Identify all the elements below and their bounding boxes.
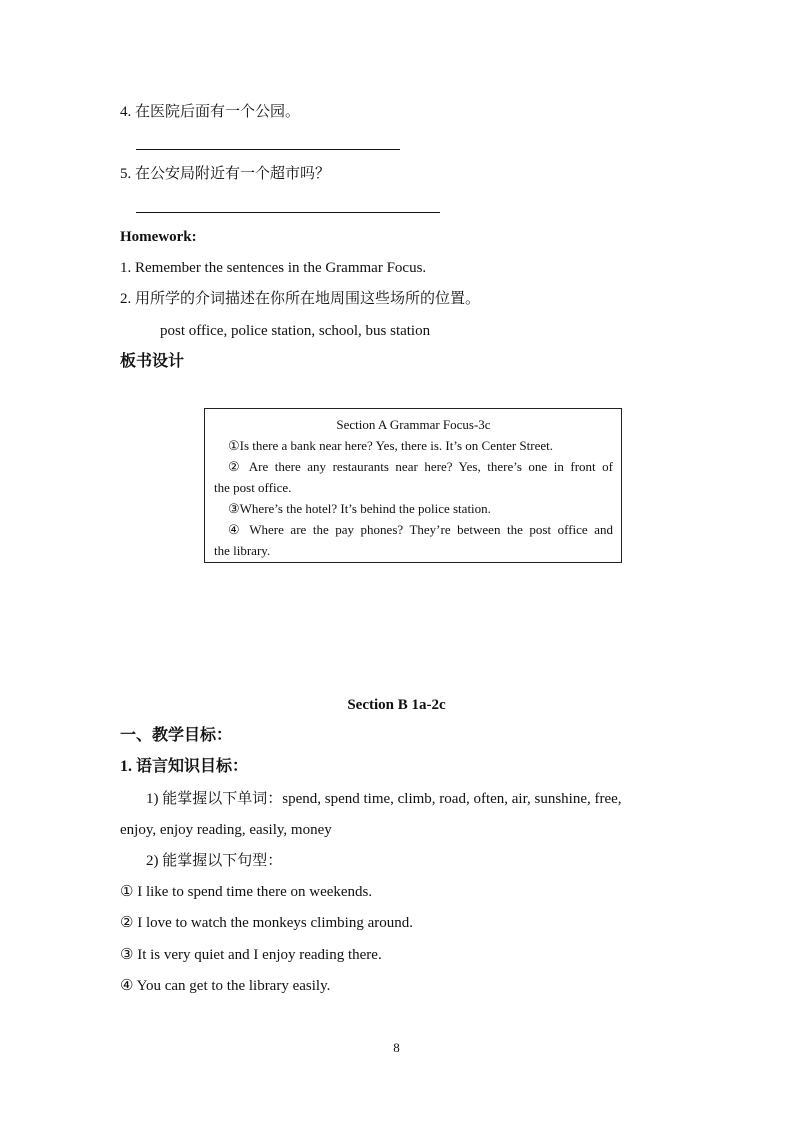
homework-item-2: 2. 用所学的介词描述在你所在地周围这些场所的位置。 — [120, 291, 481, 307]
vocab-line-1: 1) 能掌握以下单词：spend, spend time, climb, road, often, air, sunshine, free, — [146, 791, 622, 807]
pattern-2: ② I love to watch the monkeys climbing around. — [120, 915, 413, 931]
board-line-4a: ④ Where are the pay phones? They’re between the post office and — [228, 522, 613, 537]
section-b-title: Section B 1a-2c — [347, 697, 446, 713]
board-line-2a: ② Are there any restaurants near here? Yes, there’s one in front of — [228, 459, 613, 474]
board-line-2b: the post office. — [214, 480, 292, 495]
answer-blank-5[interactable] — [136, 212, 440, 213]
teaching-goals-heading: 一、教学目标： — [120, 727, 233, 744]
language-goals-heading: 1. 语言知识目标： — [120, 758, 249, 775]
exercise-5: 5. 在公安局附近有一个超市吗？ — [120, 166, 331, 182]
board-design-heading: 板书设计 — [120, 353, 185, 370]
board-line-4b: the library. — [214, 543, 271, 558]
board-title: Section A Grammar Focus-3c — [336, 417, 491, 432]
board-line-3: ③Where’s the hotel? It’s behind the police station. — [228, 501, 491, 516]
pattern-4: ④ You can get to the library easily. — [120, 978, 331, 994]
sentence-patterns-heading: 2) 能掌握以下句型： — [146, 853, 283, 869]
board-design-box — [204, 408, 622, 563]
homework-places: post office, police station, school, bus station — [160, 323, 431, 339]
exercise-4: 4. 在医院后面有一个公园。 — [120, 104, 301, 120]
pattern-3: ③ It is very quiet and I enjoy reading there. — [120, 947, 382, 963]
pattern-1: ① I like to spend time there on weekends. — [120, 884, 373, 900]
vocab-line-2: enjoy, enjoy reading, easily, money — [120, 822, 332, 838]
homework-item-1: 1. Remember the sentences in the Grammar Focus. — [120, 260, 427, 276]
page-number: 8 — [393, 1040, 400, 1055]
answer-blank-4[interactable] — [136, 149, 400, 150]
board-line-1: ①Is there a bank near here? Yes, there is. It’s on Center Street. — [228, 438, 553, 453]
homework-heading: Homework: — [120, 229, 197, 245]
